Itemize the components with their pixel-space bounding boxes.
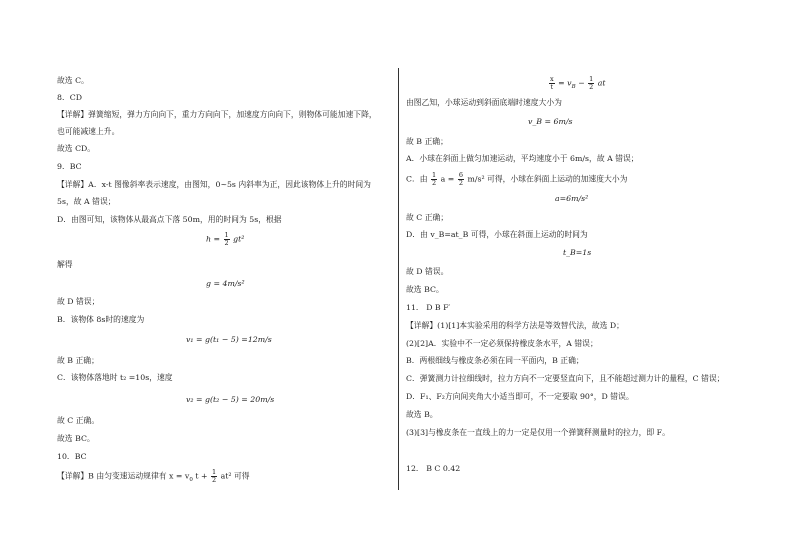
explanation-text: 【详解】B 由匀变速运动规律有 $x = v_0$ t + $\frac{1}{2}$ at² 可得 (57, 468, 250, 484)
answer-line: 故选 BC。 (406, 285, 444, 294)
question-number: 10．BC (57, 452, 87, 461)
numerator: x (550, 75, 554, 83)
denominator: t (550, 83, 554, 91)
explanation-text: (3)[3]与橡皮条在一直线上的力一定是仅用一个弹簧秤测量时的拉力，即 F。 (406, 428, 670, 437)
equation-lhs: h = (206, 234, 221, 244)
fraction (549, 76, 555, 91)
numerator: 1 (432, 171, 437, 179)
equation-v2: v₂ = g(t₂ − 5) = 20m/s (186, 395, 275, 404)
explanation-part: m/s² 可得，小球在斜面上运动的加速度大小为 (467, 174, 628, 184)
answer-line: 故选 B。 (406, 410, 438, 419)
explanation-text: C．该物体落地时 t₂ =10s，速度 (57, 373, 173, 382)
explanation-text (406, 172, 627, 187)
explanation-text: A．小球在斜面上做匀加速运动，平均速度小于 6m/s，故 A 错误； (406, 154, 639, 163)
denominator: 2 (211, 476, 217, 484)
equation-top: $\frac{x}{t}$ = $v_B$ − $\frac{1}{2}$ at (550, 75, 606, 91)
explanation-text: C．弹簧测力计拉细线时，拉力方向不一定要竖直向下，且不能超过测力计的量程，C 错误； (406, 374, 725, 383)
answer-line: 故 B 正确； (406, 137, 448, 146)
answer-line: 故选 CD。 (57, 144, 96, 153)
explanation-part: C．由 (406, 174, 428, 184)
denominator: 2 (589, 83, 594, 91)
numerator: 6 (458, 171, 463, 179)
numerator: 1 (224, 231, 229, 239)
equation-tB: t_B=1s (563, 248, 592, 257)
explanation-text: 5s，故 A 错误； (57, 197, 116, 206)
question-number: 11． D B F′ (406, 303, 451, 312)
explanation-text: D．由图可知，该物体从最高点下落 50m，用的时间为 5s，根据 (57, 215, 282, 224)
explanation-part: 【详解】B 由匀变速运动规律有 x = v (57, 471, 190, 481)
fraction (431, 172, 437, 187)
equation-end: at (597, 78, 606, 88)
column-divider (398, 68, 399, 490)
denominator: 2 (432, 179, 437, 187)
explanation-text: 由图乙知，小球运动到斜面底端时速度大小为 (406, 98, 562, 107)
answer-line: 故选 BC。 (57, 434, 95, 443)
explanation-part: t + (195, 471, 208, 481)
question-number: 12． B C 0.42 (406, 464, 461, 473)
explanation-text: D．由 v_B=at_B 可得，小球在斜面上运动的时间为 (406, 230, 588, 239)
explanation-text: B．两根细线与橡皮条必须在同一平面内，B 正确； (406, 356, 584, 365)
equation-a: a=6m/s² (555, 194, 589, 203)
explanation-text: 也可能减速上升。 (57, 127, 120, 136)
answer-line: 故 B 正确； (57, 356, 99, 365)
equation-v1: v₁ = g(t₁ − 5) =12m/s (186, 335, 272, 344)
fraction (224, 232, 230, 247)
denominator: 2 (224, 239, 229, 247)
numerator: 1 (211, 468, 217, 476)
equation-vB: v_B = 6m/s (528, 117, 573, 126)
fraction (458, 172, 464, 187)
answer-line: 故选 C。 (57, 76, 89, 85)
question-number: 9．BC (57, 162, 82, 171)
equation-mid: = v (558, 78, 572, 88)
fraction (211, 469, 217, 484)
numerator: 1 (589, 75, 594, 83)
answer-line: 故 C 正确。 (57, 416, 100, 425)
answer-line: 故 C 正确； (406, 213, 449, 222)
equation-rhs: gt² (233, 234, 245, 244)
answer-line: 故 D 错误。 (406, 267, 449, 276)
explanation-text: 【详解】弹簧缩短，弹力方向向下，重力方向向下，加速度方向向下，则物体可能加速下降， (57, 110, 377, 119)
equation-g: g = 4m/s² (206, 279, 245, 288)
explanation-text: 【详解】(1)[1]本实验采用的科学方法是等效替代法，故选 D； (406, 321, 624, 330)
explanation-part: a = (440, 174, 455, 184)
denominator: 2 (458, 179, 463, 187)
question-number: 8．CD (57, 93, 82, 102)
explanation-text: D．F₁、F₂方向间夹角大小适当即可，不一定要取 90°，D 错误。 (406, 392, 634, 401)
equation-h (206, 232, 244, 247)
explanation-text: (2)[2]A．实验中不一定必须保持橡皮条水平，A 错误； (406, 339, 598, 348)
explanation-text: 【详解】A．x-t 图像斜率表示速度，由图知，0~5s 内斜率为正，因此该物体上升的时间为 (57, 180, 371, 189)
answer-line: 故 D 错误； (57, 297, 100, 306)
explanation-part: at² 可得 (220, 471, 250, 481)
explanation-text: 解得 (57, 260, 73, 269)
explanation-text: B．该物体 8s时的速度为 (57, 315, 145, 324)
fraction (588, 76, 594, 91)
